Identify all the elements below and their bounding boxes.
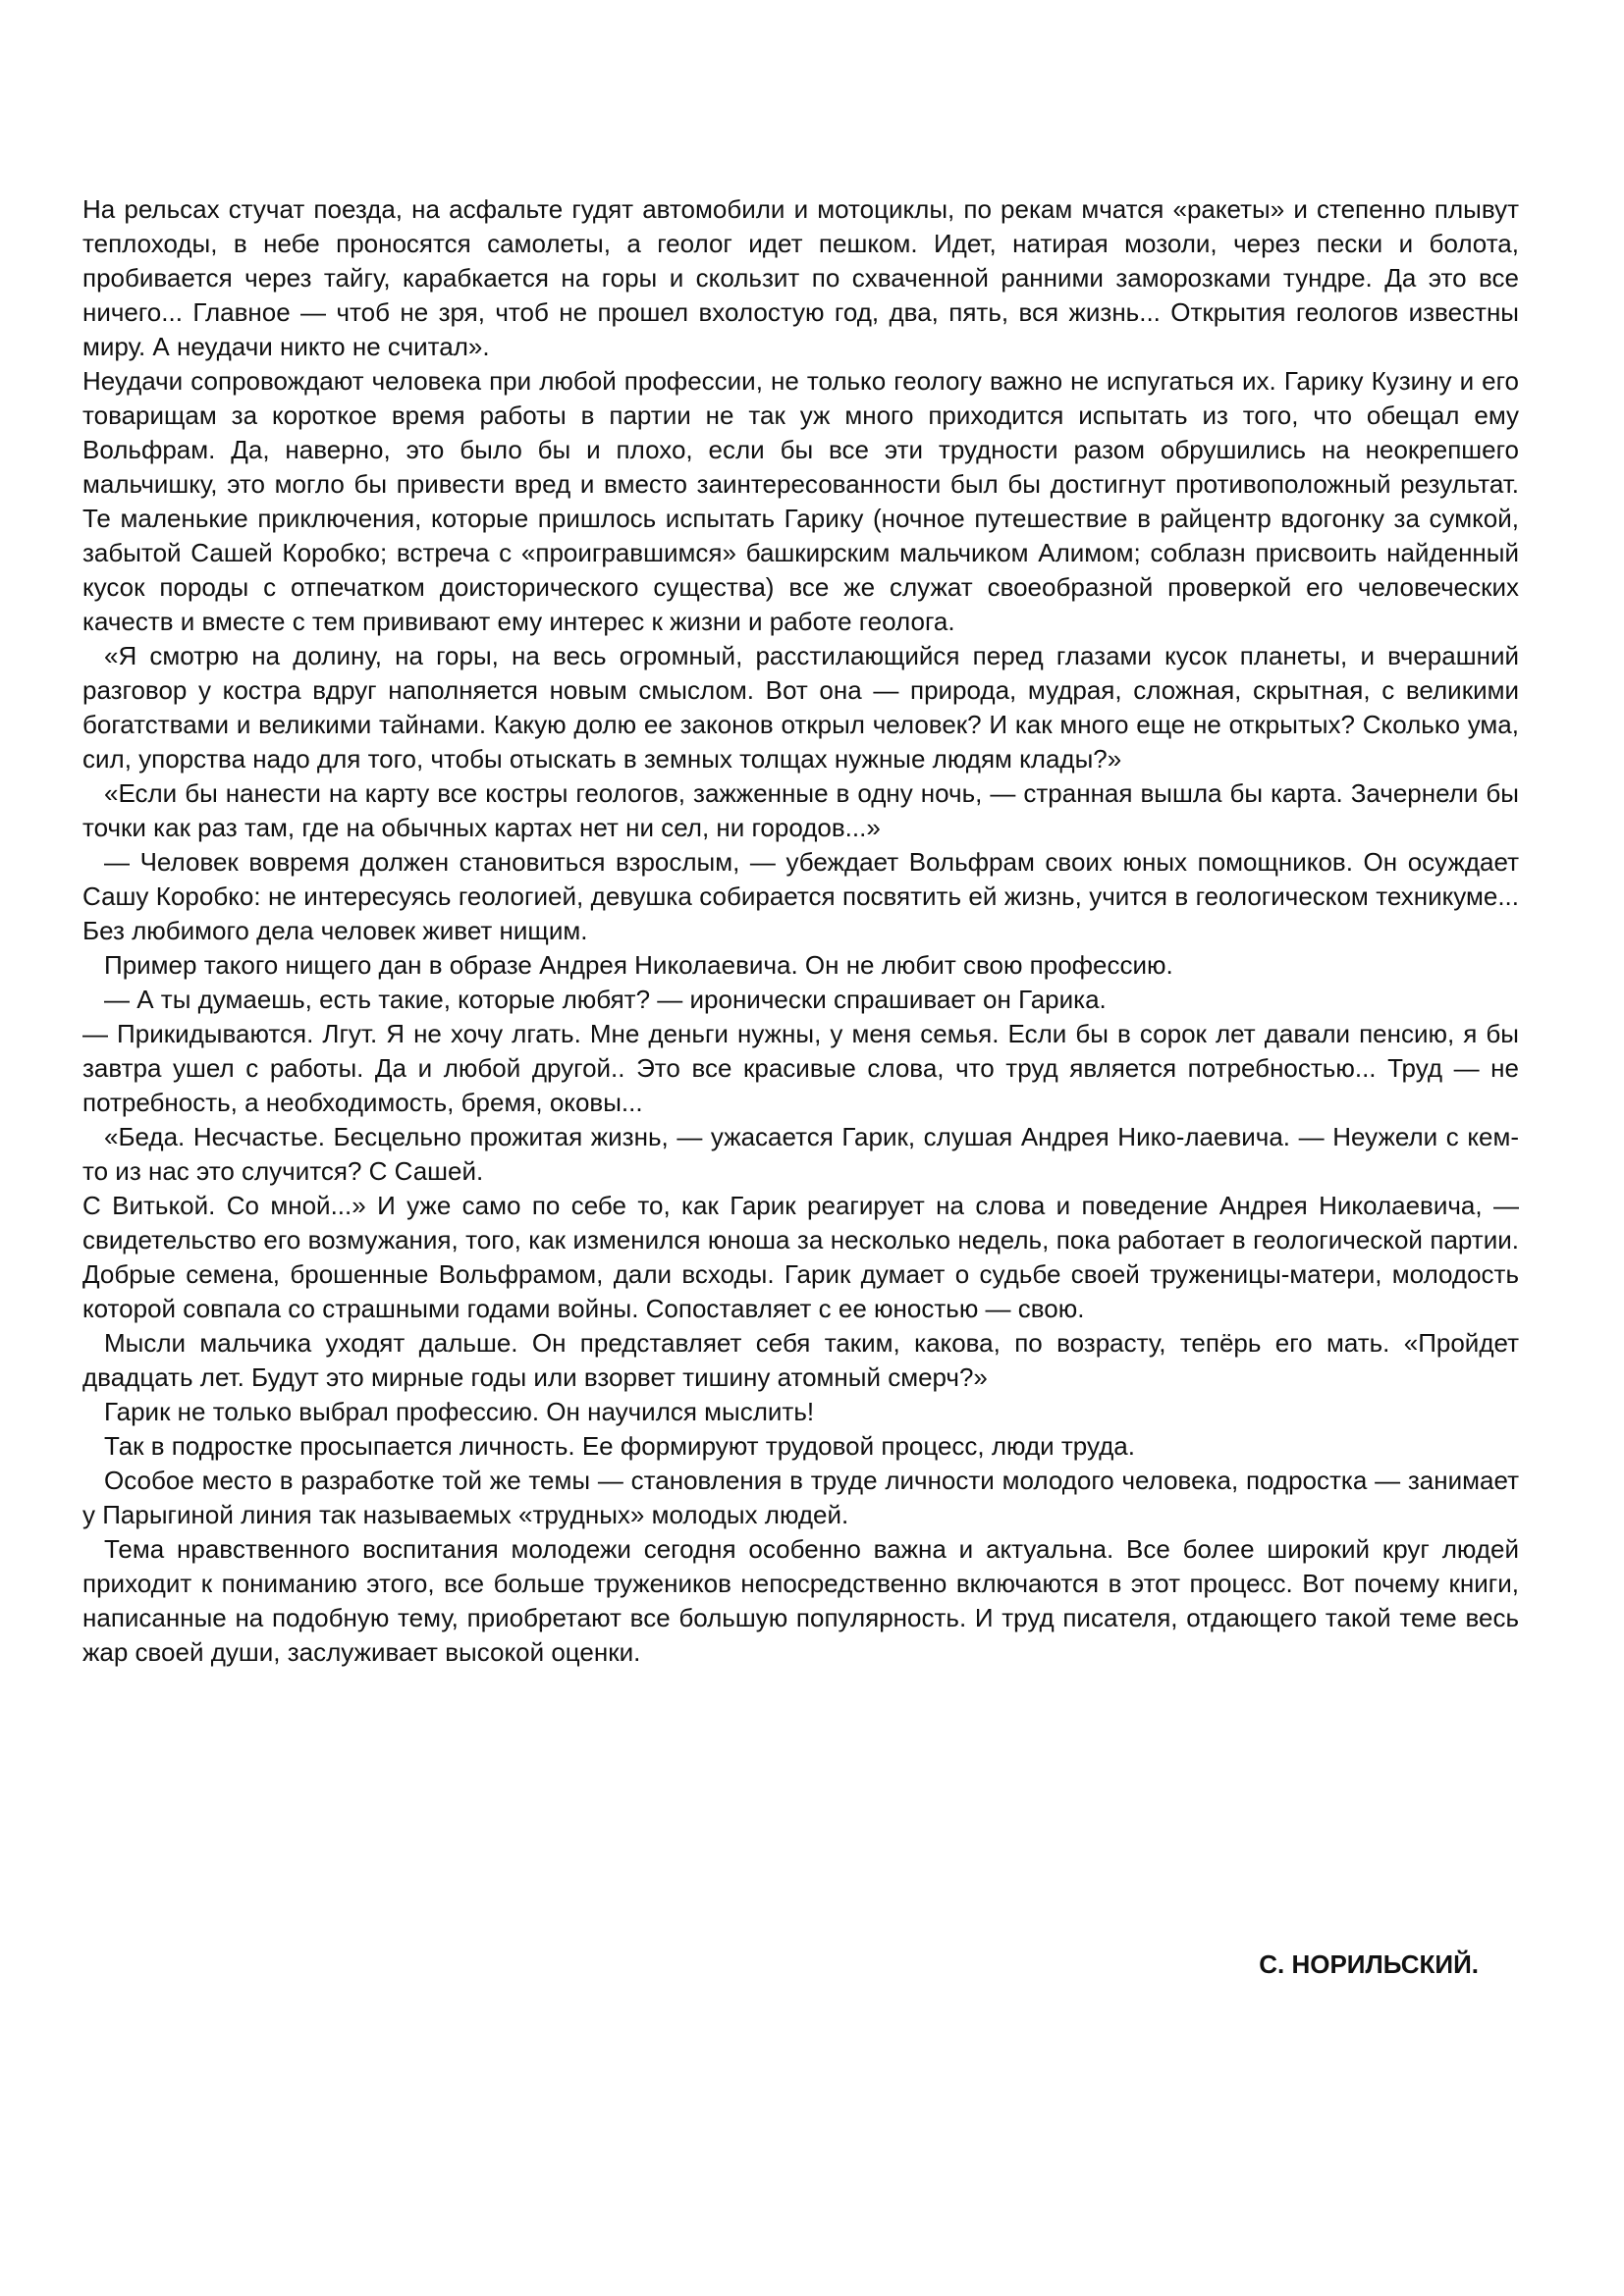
paragraph-12: Гарик не только выбрал профессию. Он научился мыслить! — [104, 1397, 815, 1426]
paragraph-7: — А ты думаешь, есть такие, которые любят? — иронически спрашивает он Гарика. — [104, 985, 1107, 1014]
paragraph-13: Так в подростке просыпается личность. Ее формируют трудовой процесс, люди труда. — [104, 1431, 1135, 1461]
author-signature: С. НОРИЛЬСКИЙ. — [1259, 1949, 1479, 1979]
article-body — [82, 192, 1519, 1670]
paragraph-9: «Беда. Несчастье. Бесцельно прожитая жизнь, — ужасается Гарик, слушая Андрея Нико-лаевича. — Неужели с кем-то из нас это случится? С Сашей. — [82, 1122, 1519, 1186]
paragraph-11: Мысли мальчика уходят дальше. Он представляет себя таким, какова, по возрасту, тепёрь его мать. «Пройдет двадцать лет. Будут это мирные годы или взорвет тишину атомный смерч?» — [82, 1328, 1519, 1392]
paragraph-10: С Витькой. Со мной...» И уже само по себе то, как Гарик реагирует на слова и поведение Андрея Николаевича, — свидетельство его возмужания, того, как изменился юноша за несколько недель, пока работает в геологической партии. Добрые семена, брошенные Вольфрамом, дали всходы. Гарик думает о судьбе своей труженицы-матери, молодость которой совпала со страшными годами войны. Сопоставляет с ее юностью — свою. — [82, 1191, 1519, 1323]
paragraph-8: — Прикидываются. Лгут. Я не хочу лгать. Мне деньги нужны, у меня семья. Если бы в сорок лет давали пенсию, я бы завтра ушел с работы. Да и любой другой.. Это все красивые слова, что труд является потребностью... Труд — не потребность, а необходимость, бремя, оковы... — [82, 1019, 1519, 1117]
paragraph-1: На рельсах стучат поезда, на асфальте гудят автомобили и мотоциклы, по рекам мчатся «ракеты» и степенно плывут теплоходы, в небе проносятся самолеты, а геолог идет пешком. Идет, натирая мозоли, через пески и болота, пробивается через тайгу, карабкается на горы и скользит по схваченной ранними заморозками тундре. Да это все ничего... Главное — чтоб не зря, чтоб не прошел вхолостую год, два, пять, вся жизнь... Открытия геологов известны миру. А неудачи никто не считал». — [82, 194, 1519, 361]
paragraph-5: — Человек вовремя должен становиться взрослым, — убеждает Вольфрам своих юных помощников. Он осуждает Сашу Коробко: не интересуясь геологией, девушка собирается посвятить ей жизнь, учится в геологическом техникуме... Без любимого дела человек живет нищим. — [82, 847, 1519, 945]
paragraph-3: «Я смотрю на долину, на горы, на весь огромный, расстилающийся перед глазами кусок планеты, и вчерашний разговор у костра вдруг наполняется новым смыслом. Вот она — природа, мудрая, сложная, скрытная, с великими богатствами и великими тайнами. Какую долю ее законов открыл человек? И как много еще не открытых? Сколько ума, сил, упорства надо для того, чтобы отыскать в земных толщах нужные людям клады?» — [82, 641, 1519, 774]
paragraph-4: «Если бы нанести на карту все костры геологов, зажженные в одну ночь, — странная вышла бы карта. Зачернели бы точки как раз там, где на обычных картах нет ни сел, ни городов...» — [82, 778, 1519, 842]
paragraph-6: Пример такого нищего дан в образе Андрея Николаевича. Он не любит свою профессию. — [104, 950, 1173, 980]
paragraph-14: Особое место в разработке той же темы — становления в труде личности молодого человека, подростка — занимает у Парыгиной линия так называемых «трудных» молодых людей. — [82, 1466, 1519, 1529]
paragraph-2: Неудачи сопровождают человека при любой профессии, не только геологу важно не испугаться их. Гарику Кузину и его товарищам за короткое время работы в партии не так уж много приходится испытать из того, что обещал ему Вольфрам. Да, наверно, это было бы и плохо, если бы все эти трудности разом обрушились на неокрепшего мальчишку, это могло бы привести вред и вместо заинтересованности был бы достигнут противоположный результат. Те маленькие приключения, которые пришлось испытать Гарику (ночное путешествие в райцентр вдогонку за сумкой, забытой Сашей Коробко; встреча с «проигравшимся» башкирским мальчиком Алимом; соблазн присвоить найденный кусок породы с отпечатком доисторического существа) все же служат своеобразной проверкой его человеческих качеств и вместе с тем прививают ему интерес к жизни и работе геолога. — [82, 366, 1519, 636]
paragraph-15: Тема нравственного воспитания молодежи сегодня особенно важна и актуальна. Все более широкий круг людей приходит к пониманию этого, все больше тружеников непосредственно включаются в этот процесс. Вот почему книги, написанные на подобную тему, приобретают все большую популярность. И труд писателя, отдающего такой теме весь жар своей души, заслуживает высокой оценки. — [82, 1534, 1519, 1667]
